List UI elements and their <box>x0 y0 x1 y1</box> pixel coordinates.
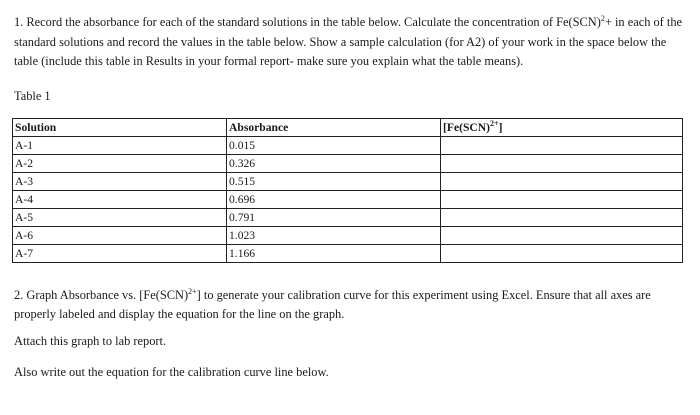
cell-solution: A-3 <box>13 173 227 191</box>
header-concentration <box>441 119 683 137</box>
cell-absorbance: 1.166 <box>227 245 441 263</box>
cell-solution: A-6 <box>13 227 227 245</box>
question-1-text <box>14 13 686 72</box>
cell-concentration[interactable] <box>441 155 683 173</box>
cell-concentration[interactable] <box>441 191 683 209</box>
cell-solution: A-4 <box>13 191 227 209</box>
table-row <box>13 137 683 155</box>
table-row <box>13 191 683 209</box>
table-header-row <box>13 119 683 137</box>
header-conc-prefix: [Fe(SCN) <box>443 121 491 134</box>
header-conc-suffix: ] <box>498 121 503 134</box>
header-absorbance: Absorbance <box>227 119 441 137</box>
cell-concentration[interactable] <box>441 209 683 227</box>
standards-table <box>12 118 683 263</box>
cell-solution: A-1 <box>13 137 227 155</box>
cell-solution: A-5 <box>13 209 227 227</box>
cell-absorbance: 0.696 <box>227 191 441 209</box>
table-row <box>13 173 683 191</box>
equation-instruction: Also write out the equation for the calibration curve line below. <box>14 365 329 379</box>
table-row <box>13 245 683 263</box>
question-1-superscript: 2 <box>600 13 605 23</box>
table-row <box>13 155 683 173</box>
cell-absorbance: 0.791 <box>227 209 441 227</box>
cell-absorbance: 1.023 <box>227 227 441 245</box>
question-1-part2: + in each of the standard solutions and record the values in the table below. Show a sample calculation (for A2) of your work in the space below the table (include this table in Results in your formal report- make sure you explain what the table means). <box>14 15 683 68</box>
cell-concentration[interactable] <box>441 227 683 245</box>
cell-absorbance: 0.326 <box>227 155 441 173</box>
question-2-part2: ] to generate your calibration curve for this experiment using Excel. Ensure that all axes are properly labeled and display the equation for the line on the graph. <box>14 288 651 321</box>
header-solution: Solution <box>13 119 227 137</box>
cell-concentration[interactable] <box>441 245 683 263</box>
question-1-part1: 1. Record the absorbance for each of the standard solutions in the table below. Calculate the concentration of Fe(SCN) <box>14 15 601 29</box>
cell-concentration[interactable] <box>441 137 683 155</box>
cell-concentration[interactable] <box>441 173 683 191</box>
cell-absorbance: 0.015 <box>227 137 441 155</box>
question-2-part1: 2. Graph Absorbance vs. [Fe(SCN) <box>14 288 189 302</box>
attach-instruction: Attach this graph to lab report. <box>14 334 167 348</box>
table-caption: Table 1 <box>14 89 51 103</box>
cell-solution: A-7 <box>13 245 227 263</box>
header-conc-superscript: 2+ <box>490 119 499 129</box>
question-2-superscript: 2+ <box>188 286 197 296</box>
cell-absorbance: 0.515 <box>227 173 441 191</box>
cell-solution: A-2 <box>13 155 227 173</box>
question-2-text <box>14 286 686 324</box>
table-row <box>13 209 683 227</box>
table-row <box>13 227 683 245</box>
